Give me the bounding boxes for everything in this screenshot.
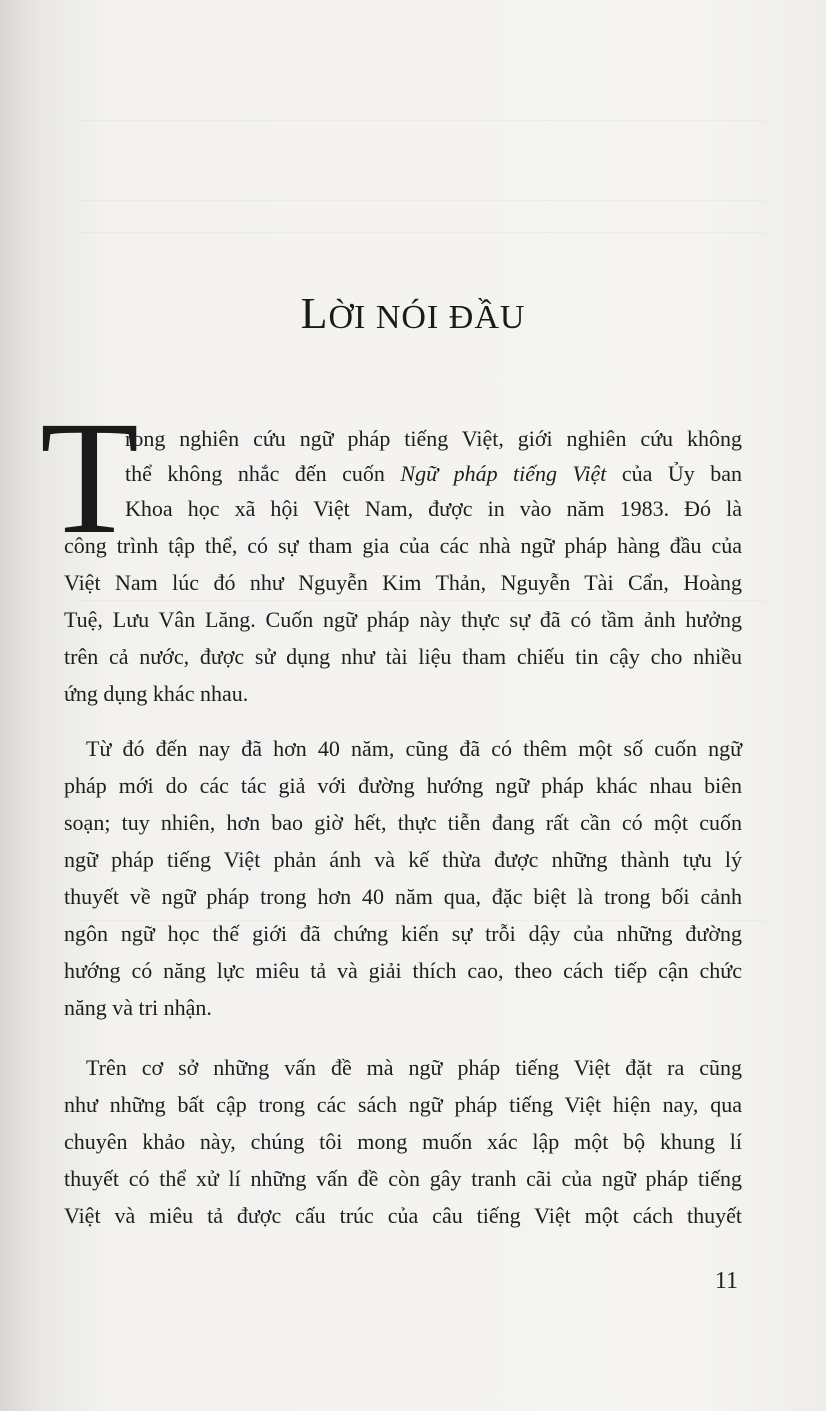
paragraph-1-line-8: ứng dụng khác nhau. <box>64 681 249 706</box>
page-number: 11 <box>714 1268 738 1294</box>
bleed-through-line <box>80 200 766 201</box>
paragraph-1-line-2 <box>125 459 742 489</box>
chapter-title-rest: ỜI NÓI ĐẦU <box>328 299 526 336</box>
line-text: thể không nhắc đến cuốn <box>125 461 401 486</box>
paragraph-1-line-1: rong nghiên cứu ngữ pháp tiếng Việt, giới nghiên cứu không <box>125 426 742 451</box>
paragraph-3-line-3: chuyên khảo này, chúng tôi mong muốn xác lập một bộ khung lí <box>64 1129 742 1154</box>
chapter-title <box>0 288 826 339</box>
paragraph-2-line-7: hướng có năng lực miêu tả và giải thích cao, theo cách tiếp cận chức <box>64 958 742 983</box>
bleed-through-line <box>80 120 766 121</box>
paragraph-3-line-5: Việt và miêu tả được cấu trúc của câu tiếng Việt một cách thuyết <box>64 1203 742 1228</box>
paragraph-2-line-4: ngữ pháp tiếng Việt phản ánh và kế thừa được những thành tựu lý <box>64 847 742 872</box>
paragraph-2-line-1: Từ đó đến nay đã hơn 40 năm, cũng đã có thêm một số cuốn ngữ <box>86 736 742 761</box>
paragraph-2-line-5: thuyết về ngữ pháp trong hơn 40 năm qua, đặc biệt là trong bối cảnh <box>64 884 742 909</box>
paragraph-1-line-3: Khoa học xã hội Việt Nam, được in vào năm 1983. Đó là <box>125 496 742 521</box>
book-title-italic: Ngữ pháp tiếng Việt <box>400 461 607 486</box>
paragraph-1-line-5: Việt Nam lúc đó như Nguyễn Kim Thản, Nguyễn Tài Cẩn, Hoàng <box>64 570 742 595</box>
line-text: của Ủy ban <box>606 461 742 486</box>
paragraph-2-line-2: pháp mới do các tác giả với đường hướng ngữ pháp khác nhau biên <box>64 773 742 798</box>
bleed-through-line <box>80 232 766 233</box>
paragraph-1-line-7: trên cả nước, được sử dụng như tài liệu tham chiếu tin cậy cho nhiều <box>64 644 742 669</box>
bleed-through-line <box>80 600 766 601</box>
paragraph-1-line-4: công trình tập thể, có sự tham gia của các nhà ngữ pháp hàng đầu của <box>64 533 742 558</box>
paragraph-2-line-8: năng và tri nhận. <box>64 995 212 1020</box>
paragraph-3-line-4: thuyết có thể xử lí những vấn đề còn gây tranh cãi của ngữ pháp tiếng <box>64 1166 742 1191</box>
paragraph-1-line-6: Tuệ, Lưu Vân Lăng. Cuốn ngữ pháp này thực sự đã có tầm ảnh hưởng <box>64 607 742 632</box>
paragraph-2-line-3: soạn; tuy nhiên, hơn bao giờ hết, thực tiễn đang rất cần có một cuốn <box>64 810 742 835</box>
paragraph-3-line-1: Trên cơ sở những vấn đề mà ngữ pháp tiếng Việt đặt ra cũng <box>86 1055 742 1080</box>
paragraph-3-line-2: như những bất cập trong các sách ngữ pháp tiếng Việt hiện nay, qua <box>64 1092 742 1117</box>
chapter-title-initial: L <box>300 289 329 338</box>
paragraph-2-line-6: ngôn ngữ học thế giới đã chứng kiến sự trỗi dậy của những đường <box>64 921 742 946</box>
drop-cap: T <box>40 389 139 568</box>
